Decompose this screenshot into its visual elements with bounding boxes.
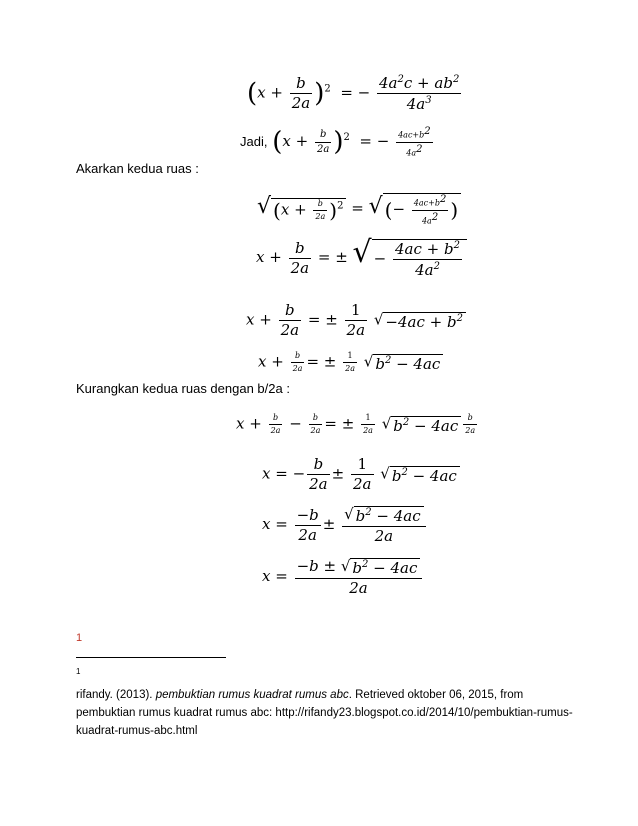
- equation-6: x + $\frac{b}{2a}$ = ± $\frac{1}{2a}$ √ $b^2 - 4ac$: [258, 352, 443, 373]
- equation-2: Jadi, (x + $\frac{b}{2a}$ )$^2$ = − $\frac{4ac+b2}{4a2}$: [240, 126, 431, 158]
- equation-8: x = − $\frac{b}{2a}$ ± $\frac{1}{2a}$ √ $b^2 - 4ac$: [262, 457, 460, 492]
- equation-4: x + $\frac{b}{2a}$ = ± √ − $\frac{4ac + b^2}{4a^2}$: [256, 238, 467, 278]
- jadi-label: Jadi,: [240, 134, 268, 150]
- footnote-number: 1: [76, 667, 81, 676]
- equation-5: x + $\frac{b}{2a}$ = ± $\frac{1}{2a}$ √ $-4ac + b^2$: [246, 303, 466, 338]
- equation-10: x = $\frac{-b \pm √ b^2 - 4ac}{2a}$: [262, 558, 424, 596]
- equation-3: √ (x + $\frac{b}{2a}$ )$^2$ = √ (− $\frac{4ac+b2}{4a2}$ ): [257, 193, 461, 225]
- reference-rest: . Retrieved oktober 06, 2015, from pembuktian rumus kuadrat rumus abc: http://rifandy23.blogspot.co.id/2014/10/pembuktian-rumus-kuadrat-rumus-abc.html: [76, 689, 573, 737]
- reference-title: pembuktian rumus kuadrat rumus abc: [155, 689, 349, 701]
- reference-author-year: rifandy. (2013).: [76, 689, 156, 701]
- step-akarkan: Akarkan kedua ruas :: [76, 161, 199, 176]
- equation-9: x = $\frac{-b}{2a}$ ± $\frac{√ b^2 - 4ac}{2a}$: [262, 506, 428, 544]
- step-kurangkan: Kurangkan kedua ruas dengan b/2a :: [76, 381, 290, 396]
- footnote-marker: 1: [76, 632, 83, 644]
- equation-1: (x + $\frac{b}{2a}$ )$^2$ = − $\frac{4a^2c + ab^2}{4a^3}$: [247, 74, 460, 113]
- footnote-reference: [76, 686, 576, 740]
- footnote-divider: [76, 657, 226, 658]
- equation-7: x + $\frac{b}{2a}$ − $\frac{b}{2a}$ = ± $\frac{1}{2a}$ √ $b^2 - 4ac$ $\frac{b}{2a}$: [236, 413, 476, 435]
